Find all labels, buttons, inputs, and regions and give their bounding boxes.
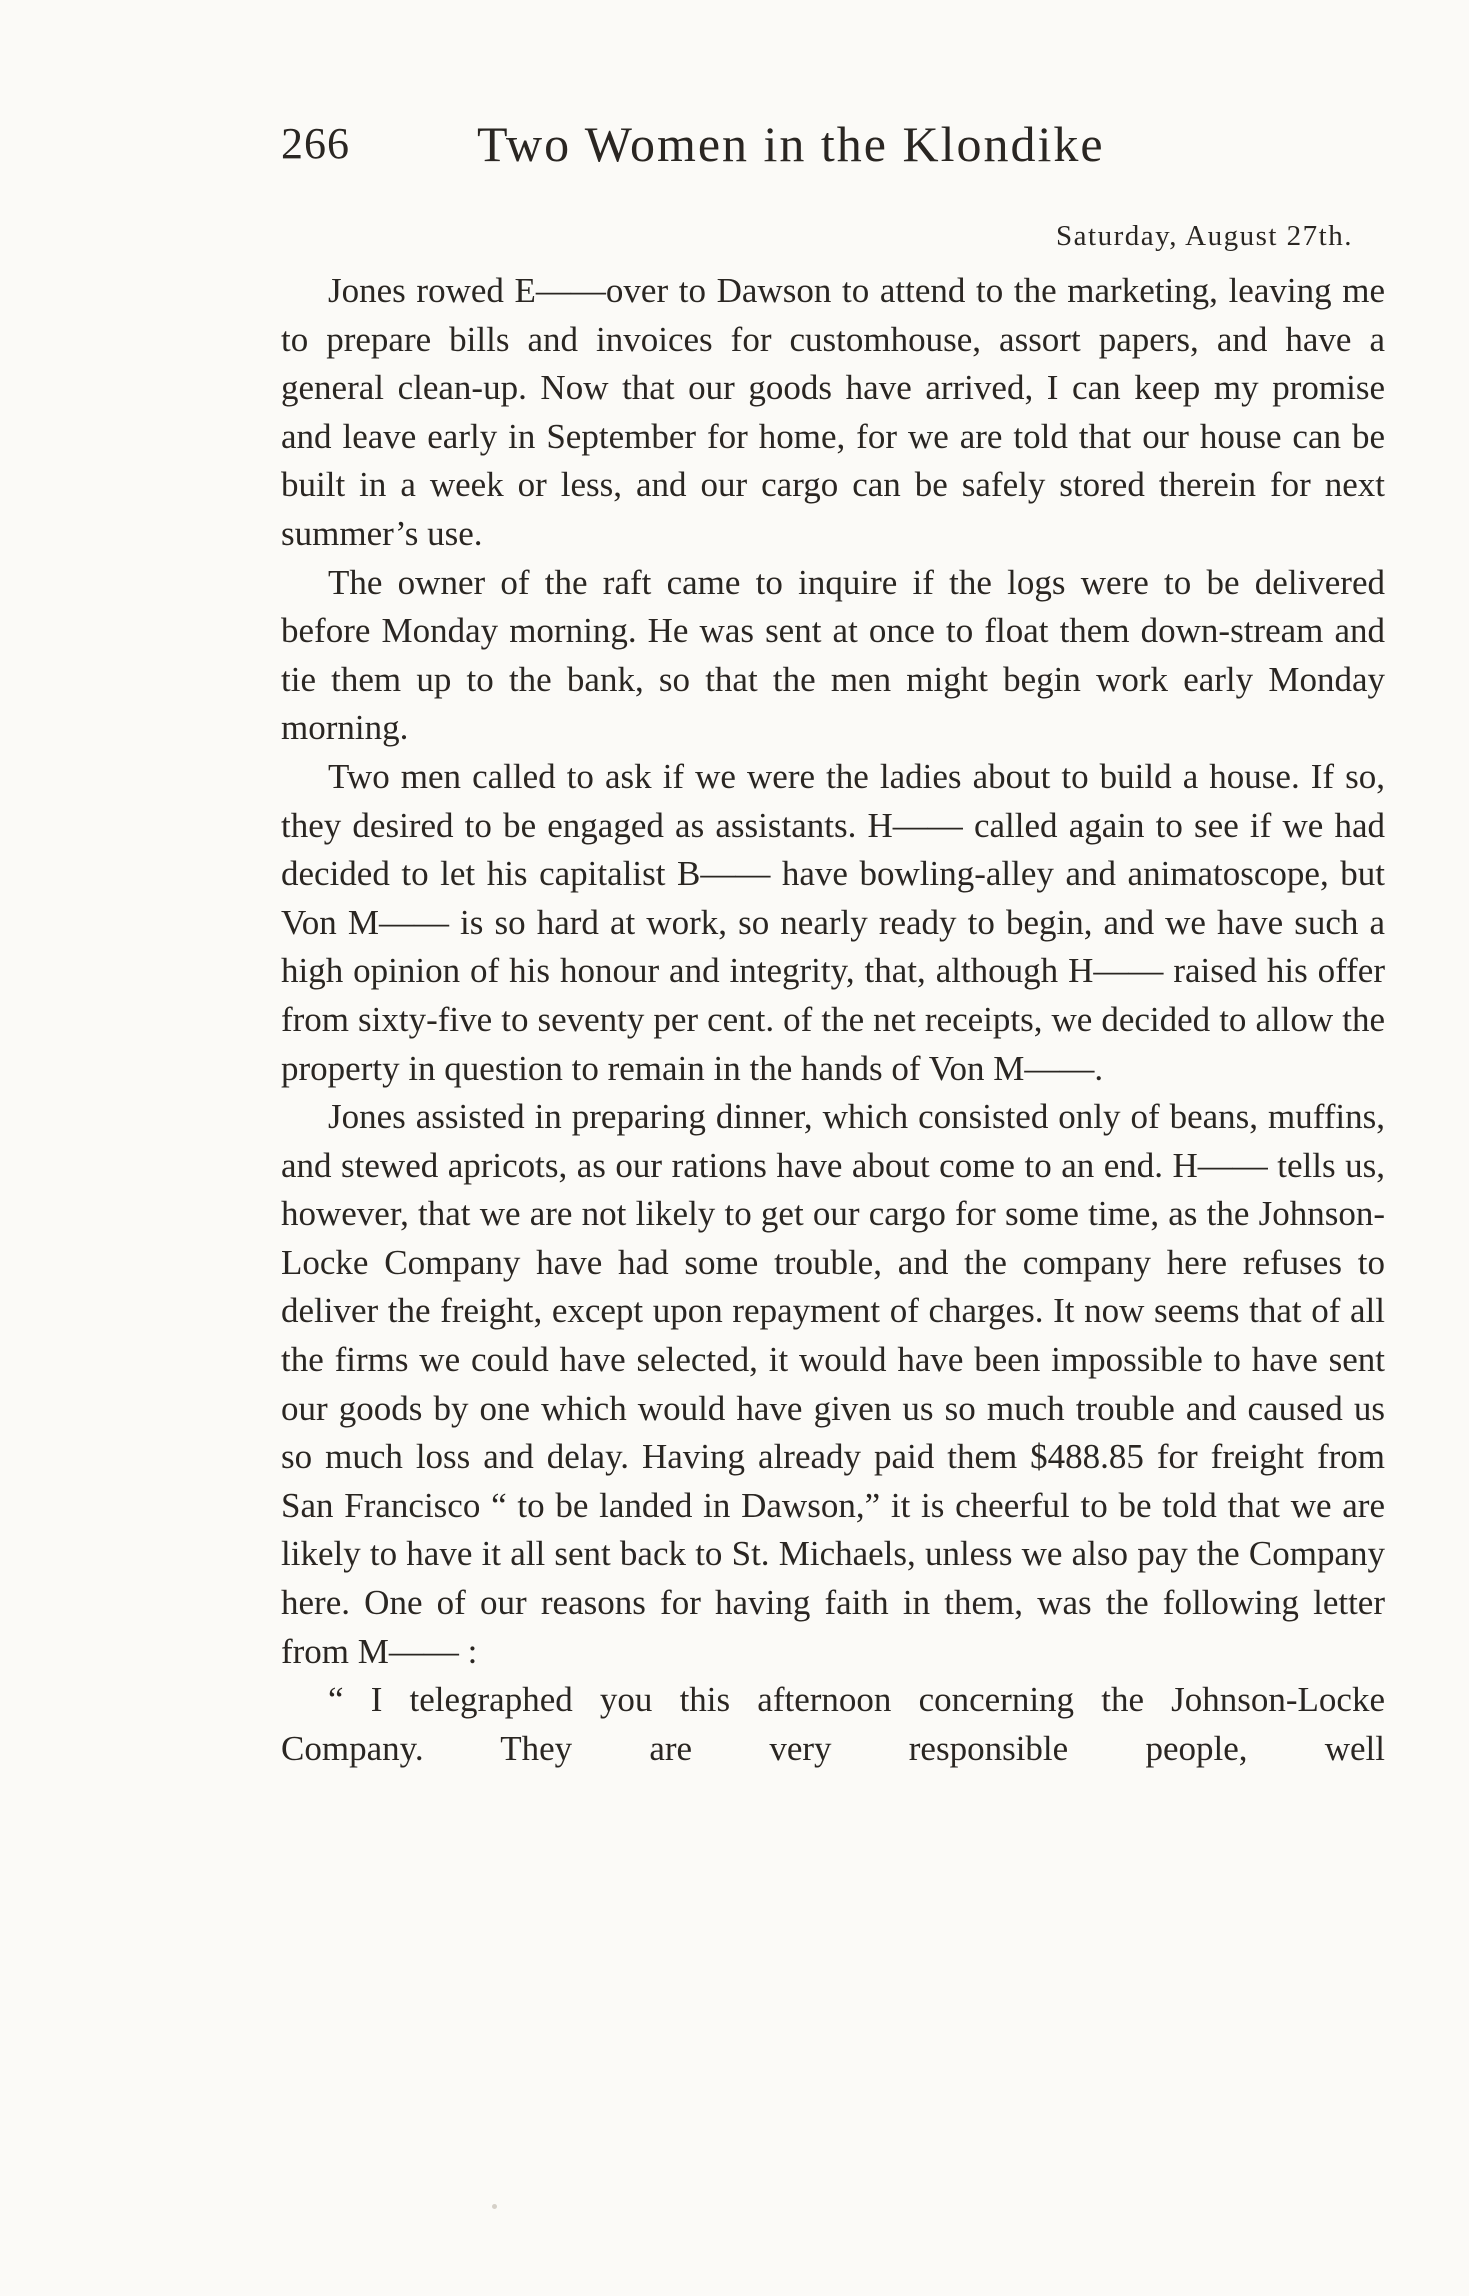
paragraph: Two men called to ask if we were the ladies about to build a house. If so, they desired to be engaged as assistants. H—— called again to see if we had decided to let his capitalist B—— have bowling-alley and animatoscope, but Von M—— is so hard at work, so nearly ready to begin, and we have such a high opinion of his honour and integrity, that, although H—— raised his offer from sixty-five to seventy per cent. of the net receipts, we decided to allow the property in question to remain in the hands of Von M——.	[281, 756, 1385, 1088]
body-text	[281, 267, 1385, 1773]
running-title: Two Women in the Klondike	[477, 116, 1105, 172]
paragraph: Jones rowed E——over to Dawson to attend to the marketing, leaving me to prepare bills and invoices for customhouse, assort papers, and have a general clean-up. Now that our goods have arrived, I can keep my promise and leave early in September for home, for we are told that our house can be built in a week or less, and our cargo can be safely stored therein for next summer’s use.	[281, 271, 1385, 553]
running-head	[281, 104, 1381, 184]
paragraph: Jones assisted in preparing dinner, which consisted only of beans, muffins, and stewed apricots, as our rations have about come to an end. H—— tells us, however, that we are not likely to get our cargo for some time, as the Johnson-Locke Company have had some trouble, and the company here refuses to deliver the freight, except upon repayment of charges. It now seems that of all the firms we could have selected, it would have been impossible to have sent our goods by one which would have given us so much trouble and caused us so much loss and delay. Having already paid them $488.85 for freight from San Francisco “ to be landed in Dawson,” it is cheerful to be told that we are likely to have it all sent back to St. Michaels, unless we also pay the Company here. One of our reasons for having faith in them, was the following letter from M—— :	[281, 1097, 1385, 1671]
page-number: 266	[281, 119, 350, 168]
paper-speck	[492, 2204, 497, 2209]
paragraph: The owner of the raft came to inquire if the logs were to be delivered before Monday morning. He was sent at once to float them down-stream and tie them up to the bank, so that the men might begin work early Monday morning.	[281, 562, 1385, 748]
paragraph: “ I telegraphed you this afternoon concerning the Johnson-Locke Company. They are very responsible people, well	[281, 1680, 1385, 1768]
entry-dateline: Saturday, August 27th.	[1056, 220, 1353, 252]
